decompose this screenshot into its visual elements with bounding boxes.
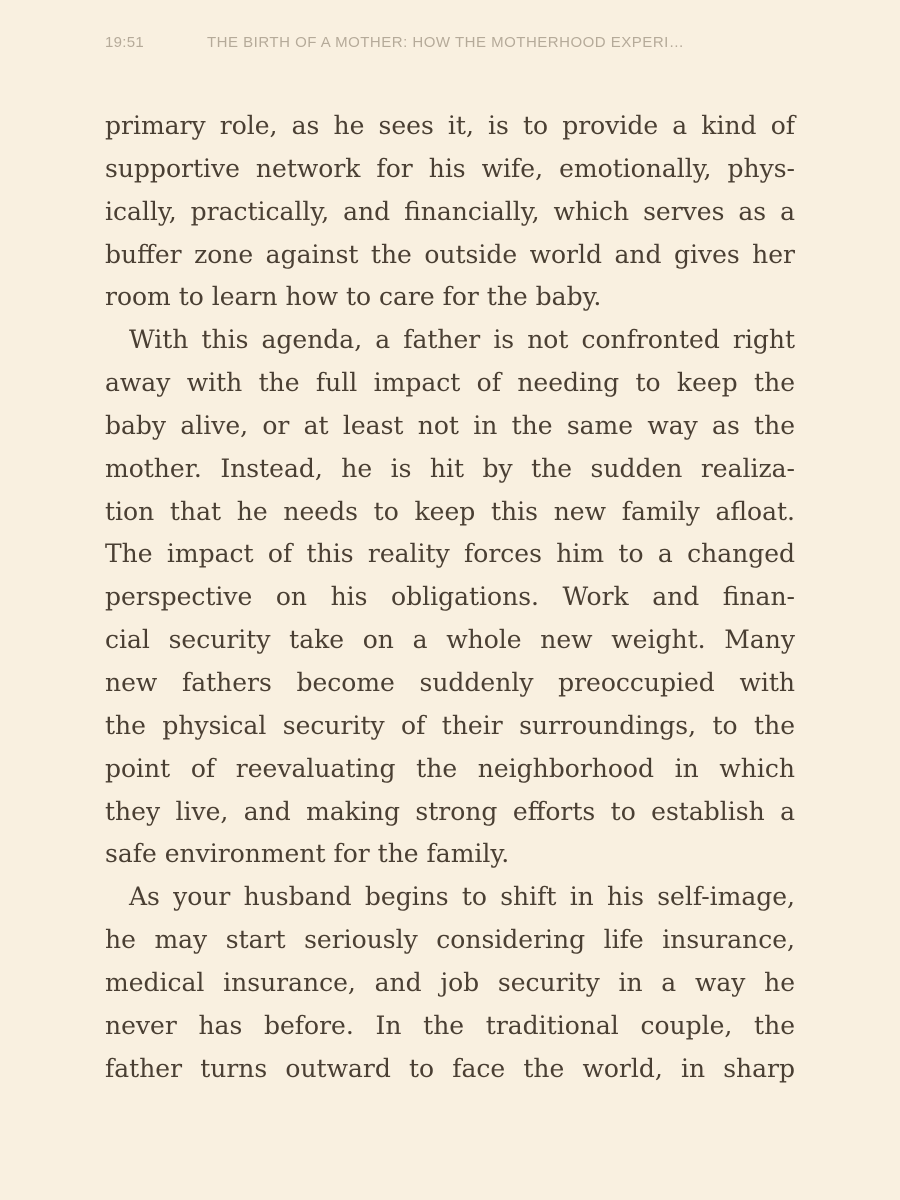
text-line: perspective on his obligations. Work and finan- <box>105 582 795 612</box>
text-line: baby alive, or at least not in the same way as the <box>105 410 795 440</box>
text-line: safe environment for the family. <box>105 839 510 869</box>
text-line: the physical security of their surroundings, to the <box>105 710 795 740</box>
page-text[interactable] <box>105 105 795 1090</box>
text-line: tion that he needs to keep this new family afloat. <box>105 496 795 526</box>
text-line: supportive network for his wife, emotionally, phys- <box>105 153 795 183</box>
text-line: never has before. In the traditional couple, the <box>105 1010 795 1040</box>
text-line: they live, and making strong efforts to establish a <box>105 796 795 826</box>
text-line: ically, practically, and financially, which serves as a <box>105 196 795 226</box>
text-line: new fathers become suddenly preoccupied with <box>105 667 795 697</box>
text-line: With this agenda, a father is not confronted right <box>129 325 795 355</box>
text-line: he may start seriously considering life insurance, <box>105 925 795 955</box>
book-title[interactable]: THE BIRTH OF A MOTHER: HOW THE MOTHERHOOD EXPERI… <box>207 34 685 51</box>
text-line: cial security take on a whole new weight. Many <box>105 625 795 655</box>
text-line: medical insurance, and job security in a way he <box>105 967 795 997</box>
text-line: father turns outward to face the world, in sharp <box>105 1053 795 1083</box>
reader-header <box>0 34 900 54</box>
text-line: The impact of this reality forces him to a changed <box>105 539 795 569</box>
text-line: mother. Instead, he is hit by the sudden realiza- <box>105 453 795 483</box>
text-line: primary role, as he sees it, is to provide a kind of <box>105 111 795 140</box>
clock-time: 19:51 <box>105 34 145 51</box>
text-line: point of reevaluating the neighborhood in which <box>105 753 795 783</box>
text-line: buffer zone against the outside world and gives her <box>105 239 795 269</box>
text-line: away with the full impact of needing to keep the <box>105 368 795 398</box>
text-line: room to learn how to care for the baby. <box>105 282 602 312</box>
text-line: As your husband begins to shift in his self-image, <box>129 882 795 912</box>
